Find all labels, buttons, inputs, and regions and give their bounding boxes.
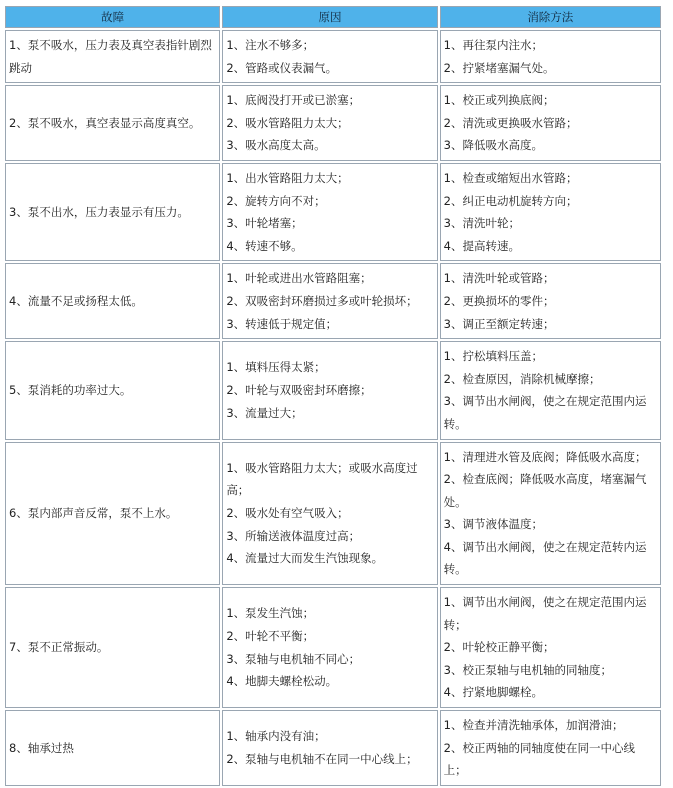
remedy-item: 1、检查或缩短出水管路； (443, 170, 578, 185)
table-row (5, 30, 661, 83)
remedy-cell (440, 85, 661, 161)
cause-cell (222, 442, 437, 586)
fault-cell: 4、流量不足或扬程太低。 (5, 263, 220, 339)
cause-item: 2、叶轮不平衡； (226, 628, 315, 643)
cause-item: 3、所输送液体温度过高； (226, 528, 361, 543)
cause-item: 1、底阀没打开或已淤塞； (226, 93, 361, 108)
cause-item: 2、泵轴与电机轴不在同一中心线上； (226, 751, 418, 766)
table-row (5, 85, 661, 161)
remedy-item: 2、清洗或更换吸水管路； (443, 115, 578, 130)
fault-cell: 1、泵不吸水，压力表及真空表指针剧烈跳动 (5, 30, 220, 83)
table-row (5, 263, 661, 339)
cause-item: 2、吸水处有空气吸入； (226, 505, 349, 520)
cause-item: 1、注水不够多； (226, 38, 315, 52)
table-row (5, 341, 661, 439)
remedy-item: 3、调节液体温度； (443, 517, 543, 532)
remedy-item: 4、调节出水闸阀，使之在规定范转内运转。 (443, 539, 647, 577)
cause-item: 2、双吸密封环磨损过多或叶轮损坏； (226, 293, 418, 308)
remedy-item: 1、校正或列换底阀； (443, 93, 555, 108)
cause-item: 3、吸水高度太高。 (226, 138, 326, 153)
remedy-cell (440, 587, 661, 708)
remedy-item: 3、清洗叶轮； (443, 216, 520, 231)
fault-cell: 6、泵内部声音反常，泵不上水。 (5, 442, 220, 586)
remedy-cell (440, 442, 661, 586)
cause-cell (222, 341, 437, 439)
remedy-item: 2、纠正电动机旋转方向； (443, 193, 578, 208)
remedy-item: 2、检查底阀；降低吸水高度，堵塞漏气处。 (443, 472, 647, 509)
cause-item: 1、吸水管路阻力太大；或吸水高度过高； (226, 460, 418, 498)
remedy-item: 1、再往泵内注水； (443, 38, 543, 52)
remedy-cell (440, 710, 661, 786)
remedy-item: 4、提高转速。 (443, 238, 520, 253)
cause-cell (222, 587, 437, 708)
fault-table (3, 4, 663, 788)
remedy-cell (440, 163, 661, 261)
table-body (5, 30, 661, 786)
header-fault: 故障 (5, 6, 220, 28)
table-row (5, 587, 661, 708)
remedy-item: 2、拧紧堵塞漏气处。 (443, 60, 555, 75)
table-row (5, 442, 661, 586)
cause-item: 1、泵发生汽蚀； (226, 606, 315, 621)
cause-cell (222, 85, 437, 161)
cause-item: 4、地脚夫螺栓松动。 (226, 674, 338, 689)
remedy-item: 4、拧紧地脚螺栓。 (443, 685, 543, 700)
cause-item: 2、叶轮与双吸密封环磨擦； (226, 383, 372, 398)
cause-item: 3、泵轴与电机轴不同心； (226, 651, 361, 666)
cause-item: 2、吸水管路阻力太大； (226, 115, 349, 130)
remedy-item: 1、拧松填料压盖； (443, 349, 543, 364)
remedy-item: 3、校正泵轴与电机轴的同轴度； (443, 662, 612, 677)
cause-item: 1、填料压得太紧； (226, 360, 326, 375)
cause-item: 4、转速不够。 (226, 238, 303, 253)
fault-cell: 5、泵消耗的功率过大。 (5, 341, 220, 439)
cause-item: 4、流量过大而发生汽蚀现象。 (226, 551, 384, 566)
fault-cell: 2、泵不吸水，真空表显示高度真空。 (5, 85, 220, 161)
cause-item: 3、转速低于规定值； (226, 316, 338, 331)
remedy-item: 1、清理进水管及底阀；降低吸水高度； (443, 449, 647, 464)
cause-item: 2、旋转方向不对； (226, 193, 326, 208)
remedy-item: 2、校正两轴的同轴度使在同一中心线上； (443, 740, 635, 778)
remedy-item: 1、检查并清洗轴承体，加润滑油； (443, 718, 624, 733)
cause-item: 1、叶轮或进出水管路阻塞； (226, 271, 372, 286)
cause-cell (222, 163, 437, 261)
cause-cell (222, 710, 437, 786)
remedy-cell (440, 341, 661, 439)
remedy-item: 1、清洗叶轮或管路； (443, 271, 555, 286)
remedy-item: 3、降低吸水高度。 (443, 138, 543, 153)
fault-cell: 3、泵不出水，压力表显示有压力。 (5, 163, 220, 261)
cause-item: 1、轴承内没有油； (226, 729, 326, 744)
table-row (5, 163, 661, 261)
remedy-item: 1、调节出水闸阀，使之在规定范围内运转； (443, 595, 647, 632)
remedy-item: 3、调正至额定转速； (443, 316, 555, 331)
fault-cell: 8、轴承过热 (5, 710, 220, 786)
cause-item: 1、出水管路阻力太大； (226, 170, 349, 185)
header-cause: 原因 (222, 6, 437, 28)
remedy-item: 3、调节出水闸阀，使之在规定范围内运转。 (443, 394, 647, 431)
table-row (5, 710, 661, 786)
remedy-item: 2、检查原因，消除机械摩擦； (443, 371, 601, 386)
cause-item: 3、叶轮堵塞； (226, 216, 303, 231)
cause-cell (222, 30, 437, 83)
remedy-cell (440, 30, 661, 83)
cause-item: 2、管路或仪表漏气。 (226, 60, 338, 75)
cause-item: 3、流量过大； (226, 405, 303, 420)
remedy-item: 2、更换损坏的零件； (443, 293, 555, 308)
remedy-cell (440, 263, 661, 339)
remedy-item: 2、叶轮校正静平衡； (443, 640, 555, 655)
header-remedy: 消除方法 (440, 6, 661, 28)
cause-cell (222, 263, 437, 339)
table-header-row (5, 6, 661, 28)
fault-cell: 7、泵不正常振动。 (5, 587, 220, 708)
